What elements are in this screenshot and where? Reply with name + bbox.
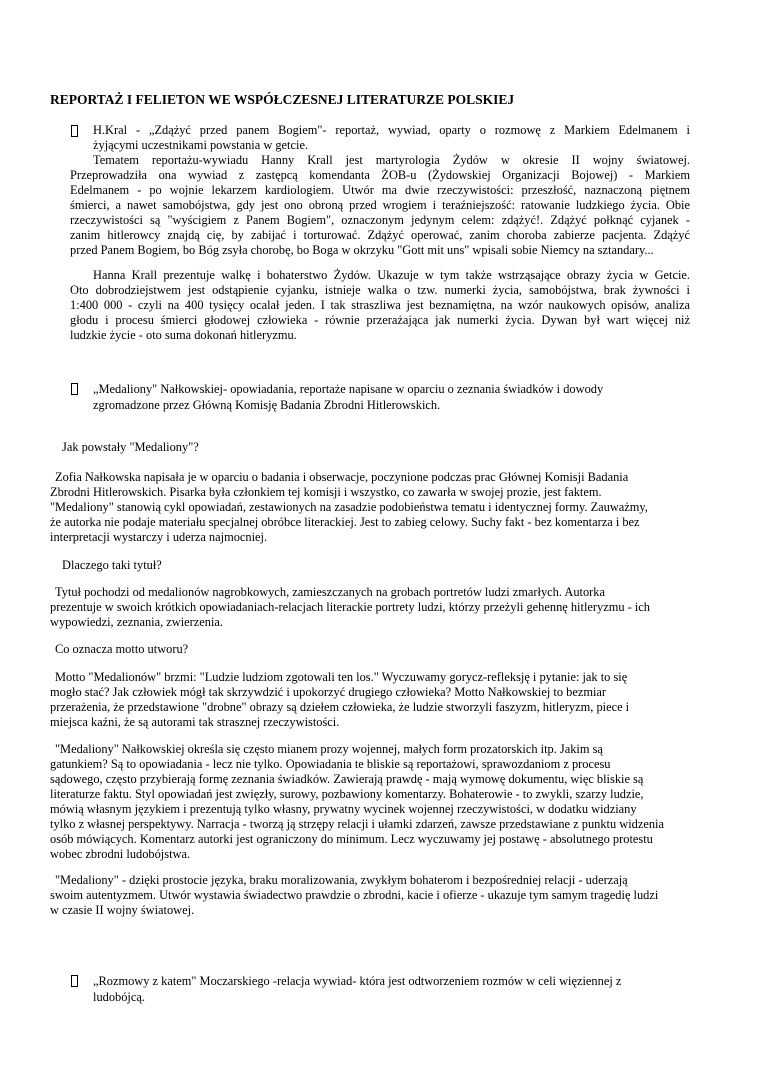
question-heading: Jak powstały "Medaliony"?	[62, 440, 199, 454]
krall-summary-paragraph	[70, 268, 690, 343]
moczarski-bullet-text	[93, 973, 621, 1005]
text-line: Zofia Nałkowska napisała je w oparciu o badania i obserwacje, poczynione podczas prac Głównej Komisji Badania	[55, 470, 629, 484]
text-line: wobec zbrodni ludobójstwa.	[50, 847, 191, 861]
document-title: REPORTAŻ I FELIETON WE WSPÓŁCZESNEJ LITERATURZE POLSKIEJ	[50, 92, 515, 107]
text-line: Tematem reportażu-wywiadu Hanny Krall jest martyrologia Żydów w okresie II wojny światowej.	[93, 153, 690, 167]
bullet-icon	[71, 975, 78, 987]
text-line: Tytuł pochodzi od medalionów nagrobkowych, zamieszczanych na grobach portretów ludzi zmarłych. Autorka	[55, 585, 605, 599]
text-line: gatunkiem? Są to opowiadania - lecz nie tylko. Opowiadania te bliskie są reportażowi, sprawozdaniom z procesu	[50, 757, 611, 771]
text-line: "Medaliony" - dzięki prostocie języka, braku moralizowania, zwykłym bohaterom i bezpośredniej relacji - uderzają	[55, 873, 628, 887]
text-line: ludobójcą.	[93, 990, 145, 1004]
text-line: literaturze faktu. Styl opowiadań jest zwięzły, surowy, pozbawiony komentarzy. Bohaterowie - to zwykli, szarzy ludzie,	[50, 787, 644, 801]
text-line: wypowiedzi, zeznania, zwierzenia.	[50, 615, 224, 629]
question-heading: Co oznacza motto utworu?	[55, 642, 189, 656]
text-line: rzeczywistości są "wyścigiem z Panem Bogiem", oznaczonym jedynym celem: zdążyć!. Zdążyć połknąć cyjanek -	[70, 213, 690, 227]
text-line: Edelmanem - po wojnie lekarzem kardiologiem. Utwór ma dwie rzeczywistości: przeszłość, naznaczoną piętnem	[70, 183, 690, 197]
text-line: tylko z własnej perspektywy. Narracja - tworzą ją strzępy relacji i ułamki zdarzeń, zawsze przedstawiane z punktu widzenia	[50, 817, 664, 831]
text-line: ludzkie życie - oto suma dokonań hitleryzmu.	[70, 328, 297, 342]
genre-paragraph	[50, 742, 664, 862]
bullet-icon	[71, 383, 78, 395]
text-line: "Medaliony" Nałkowskiej określa się często mianem prozy wojennej, małych form prozatorskich itp. Jakim są	[55, 742, 603, 756]
text-line: przerażenia, że przedstawione "drobne" obrazy są dziełem człowieka, że ludzie stworzyli faszyzm, hitleryzm, piece i	[50, 700, 630, 714]
question-heading: Dlaczego taki tytuł?	[62, 558, 162, 572]
text-line: "Medaliony" stanowią cykl opowiadań, zestawionych na zasadzie podobieństwa tematu i identycznej formy. Zauważmy,	[50, 500, 648, 514]
text-line: przed Panem Bogiem, bo Bóg zsyła chorobę, bo Boga w okrzyku "Gott mit uns" wpisali sobie Niemcy na sztandary...	[70, 243, 654, 257]
text-line: Motto "Medalionów" brzmi: "Ludzie ludziom zgotowali ten los." Wyczuwamy gorycz-refleksję i pytanie: jak to się	[55, 670, 628, 684]
text-line: mogło stać? Jak człowiek mógł tak skrzywdzić i upokorzyć drugiego człowieka? Motto Nałkowskiej to bezmiar	[50, 685, 607, 699]
answer-paragraph	[50, 670, 629, 730]
text-line: śmierci, a nawet samobójstwa, gdy jest ono obroną przed wrogiem i teraźniejszość: ratowanie ludzkiego życia. Obie	[70, 198, 690, 212]
krall-bullet-text	[93, 123, 690, 153]
text-line: osób mówiących. Komentarz autorki jest ograniczony do minimum. Lecz wyczuwamy jej postawę - absolutnego protestu	[50, 832, 653, 846]
text-line: prezentuje w swoich krótkich opowiadaniach-relacjach literackie portrety ludzi, którzy przeżyli gehennę hitleryzmu - ich	[50, 600, 651, 614]
text-line: mówią własnym językiem i prezentują tylko własny, prywatny wycinek wojennej rzeczywistości, w dodatku widziany	[50, 802, 637, 816]
bullet-icon	[71, 125, 78, 137]
text-line: miejsca kaźni, że są autorami tak strasznej rzeczywistości.	[50, 715, 340, 729]
text-line: głodu i procesu śmierci głodowej człowieka - równie przerażająca jak numerki życia. Dywan był wart więcej niż	[70, 313, 690, 327]
text-line: „Medaliony" Nałkowskiej- opowiadania, reportaże napisane w oparciu o zeznania świadków i dowody	[93, 382, 604, 396]
text-line: Oto dobrodziejstwem jest odstąpienie cyjanku, istnieje walka o tzw. numerki życia, samobójstwa, brak żywności i	[70, 283, 690, 297]
text-line: w czasie II wojny światowej.	[50, 903, 195, 917]
text-line: swoim autentyzmem. Utwór wystawia świadectwo prawdzie o zbrodni, kacie i ofierze - ukazuje tym samym tragedię ludzi	[50, 888, 659, 902]
text-line: zgromadzone przez Główną Komisję Badania Zbrodni Hitlerowskich.	[93, 398, 441, 412]
text-line: interpretacji wystarczy i uderza najmocniej.	[50, 530, 268, 544]
answer-paragraph	[50, 585, 650, 630]
text-line: sądowego, często przybierają formę zeznania świadków. Zawierają prawdę - mają wymowę dokumentu, więc bliskie są	[50, 772, 644, 786]
medaliony-bullet-text	[93, 381, 603, 413]
answer-paragraph	[50, 470, 648, 545]
text-line: Przeprowadziła ona wywiad z zastępcą komendanta ŻOB-u (Żydowskiej Organizacji Bojowej) - Markiem	[70, 168, 690, 182]
text-line: że autorka nie podaje materiału specjalnej obróbce literackiej. Jest to zabieg celowy. Suchy fakt - bez komentarza i bez	[50, 515, 640, 529]
text-line: żyjącymi uczestnikami powstania w getcie.	[93, 138, 309, 152]
text-line: Zbrodni Hitlerowskich. Pisarka była członkiem tej komisji i wszystko, co zawarła w swojej prozie, jest faktem.	[50, 485, 602, 499]
conclusion-paragraph	[50, 873, 658, 918]
text-line: 1:400 000 - czyli na 400 tysięcy ocalał jeden. I tak straszliwa jest beznamiętna, na wzór naukowych opisów, analiza	[70, 298, 690, 312]
krall-topic-paragraph	[70, 153, 690, 258]
text-line: zanim hitlerowcy znajdą cię, by zabijać i torturować. Zdążyć operować, zanim choroba zabierze pacjenta. Zdążyć	[70, 228, 690, 242]
text-line: „Rozmowy z katem" Moczarskiego -relacja wywiad- która jest odtworzeniem rozmów w celi więziennej z	[93, 974, 622, 988]
text-line: H.Kral - „Zdążyć przed panem Bogiem"- reportaż, wywiad, oparty o rozmowę z Markiem Edelmanem i	[93, 123, 690, 137]
text-line: Hanna Krall prezentuje walkę i bohaterstwo Żydów. Ukazuje w tym także wstrząsające obrazy życia w Getcie.	[93, 268, 690, 282]
